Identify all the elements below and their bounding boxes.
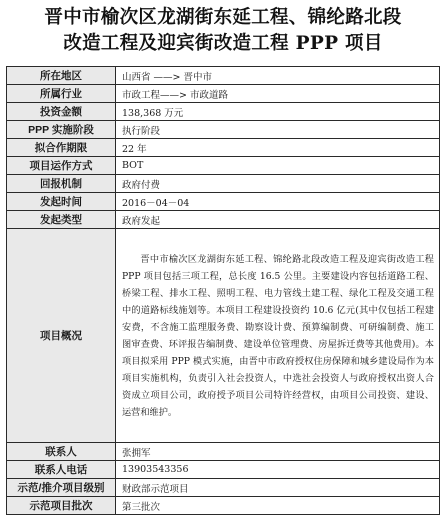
row-investment	[7, 103, 440, 121]
row-contact-phone	[7, 461, 440, 479]
row-label: 联系人	[7, 443, 116, 461]
row-return-mechanism	[7, 175, 440, 193]
row-value: 138,368 万元	[116, 103, 440, 121]
row-demo-level	[7, 479, 440, 497]
summary-label: 项目概况	[7, 229, 116, 443]
row-label: 投资金额	[7, 103, 116, 121]
row-summary	[7, 229, 440, 443]
row-demo-batch	[7, 497, 440, 515]
summary-text: 晋中市榆次区龙湖街东延工程、锦纶路北段改造工程及迎宾街改造工程 PPP 项目包括三项工程，总长度 16.5 公里。主要建设内容包括道路工程、桥梁工程、排水工程、照明工程、电力管线土建工程、绿化工程及交通工程中的道路标线施划等。本项目工程建设投资约 10.6 亿元(其中仅包括工程建安费，不含施工监理服务费、勘察设计费、预算编制费、可研编制费、施工图审查费、环评报告编制费、建设单位管理费、房屋拆迁费等其他费用)。本项目拟采用 PPP 模式实施，由晋中市政府授权住房保障和城乡建设局作为本项目实施机构，负责引入社会投资人，中选社会投资人与政府授权出资人合资成立项目公司，政府授予项目公司特许经营权，由项目公司投资、建设、运营和维护。	[116, 229, 440, 443]
document-title	[0, 0, 446, 62]
row-ppp-stage	[7, 121, 440, 139]
row-label: 发起类型	[7, 211, 116, 229]
row-contact	[7, 443, 440, 461]
row-term	[7, 139, 440, 157]
row-label: 示范项目批次	[7, 497, 116, 515]
row-operation-mode	[7, 157, 440, 175]
row-value: 市政工程——> 市政道路	[116, 85, 440, 103]
row-value: 政府付费	[116, 175, 440, 193]
row-value: BOT	[116, 157, 440, 175]
row-value: 财政部示范项目	[116, 479, 440, 497]
row-value: 2016－04－04	[116, 193, 440, 211]
title-line-2: 改造工程及迎宾街改造工程 PPP 项目	[63, 33, 383, 54]
row-value: 执行阶段	[116, 121, 440, 139]
row-initiation-date	[7, 193, 440, 211]
project-info-table	[6, 66, 440, 515]
row-label: PPP 实施阶段	[7, 121, 116, 139]
row-label: 示范/推介项目级别	[7, 479, 116, 497]
row-region	[7, 67, 440, 85]
row-value: 第三批次	[116, 497, 440, 515]
row-value: 13903543356	[116, 461, 440, 479]
row-label: 发起时间	[7, 193, 116, 211]
row-initiation-type	[7, 211, 440, 229]
row-industry	[7, 85, 440, 103]
row-value: 22 年	[116, 139, 440, 157]
row-label: 联系人电话	[7, 461, 116, 479]
title-line-1: 晋中市榆次区龙湖街东延工程、锦纶路北段	[44, 7, 402, 28]
row-label: 所在地区	[7, 67, 116, 85]
row-label: 项目运作方式	[7, 157, 116, 175]
row-value: 张拥军	[116, 443, 440, 461]
row-label: 所属行业	[7, 85, 116, 103]
row-value: 山西省 ——> 晋中市	[116, 67, 440, 85]
row-label: 拟合作期限	[7, 139, 116, 157]
row-label: 回报机制	[7, 175, 116, 193]
row-value: 政府发起	[116, 211, 440, 229]
